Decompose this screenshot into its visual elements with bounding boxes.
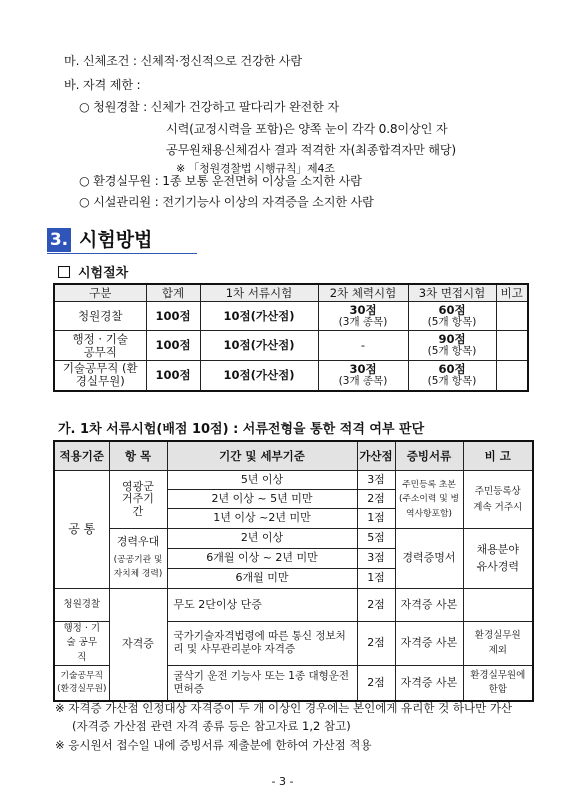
table-header-row (54, 284, 528, 302)
cell-total: 100점 (146, 361, 200, 391)
cell-criterion: 굴삭기 운전 기능사 또는 1종 대형운전면허증 (167, 665, 357, 701)
interview-score: 60점 (438, 361, 466, 376)
cell-points: 2점 (357, 490, 395, 509)
cell-note (496, 331, 528, 361)
checkbox-square-icon (58, 266, 70, 278)
cell-proof: 자격증 사본 (395, 665, 463, 701)
col-header: 합계 (146, 284, 200, 302)
cell-career (109, 529, 167, 589)
note-cert-reference: (자격증 가산점 관련 자격 종류 등은 참고자료 1,2 참고) (72, 719, 351, 733)
cell-phys (318, 302, 408, 331)
cell-criterion: 2년 이상 ~ 5년 미만 (167, 490, 357, 509)
section-number: 3. (47, 228, 71, 252)
table-header-row (54, 441, 533, 471)
cell-doc: 10점(가산점) (200, 361, 318, 391)
interview-detail: (5개 항목) (427, 315, 477, 328)
cell-interview (408, 361, 496, 391)
cell-proof: 경력증명서 (395, 529, 463, 589)
cell-criterion: 2년 이상 (167, 529, 357, 549)
cell-target: 행정 · 기술 공무직 (54, 622, 109, 666)
interview-detail: (5개 항목) (427, 345, 477, 358)
cell-category: 행정 · 기술 공무직 (54, 331, 146, 361)
cell-total: 100점 (146, 302, 200, 331)
body-line-eyesight: 시력(교정시력을 포함)은 양쪽 눈이 각각 0.8이상인 자 (166, 122, 448, 136)
doc-exam-table (53, 440, 534, 702)
cell-points: 2점 (357, 622, 395, 666)
cell-note (496, 361, 528, 391)
col-header: 2차 체력시험 (318, 284, 408, 302)
doc-exam-heading: 가. 1차 서류시험(배점 10점) : 서류전형을 통한 적격 여부 판단 (58, 422, 425, 437)
interview-score: 90점 (438, 332, 466, 347)
table-row (54, 361, 528, 391)
procedure-heading (58, 262, 128, 281)
cell-doc: 10점(가산점) (200, 302, 318, 331)
cell-residence: 영광군 거주기간 (109, 471, 167, 529)
body-line-regulation: ※ 「청원경찰법 시행규칙」제4조 (176, 162, 335, 175)
cell-points: 3점 (357, 471, 395, 490)
cell-points: 1점 (357, 509, 395, 529)
cell-criterion: 6개월 미만 (167, 569, 357, 589)
cell-category: 기술공무직 (환경실무원) (54, 361, 146, 391)
interview-score: 60점 (438, 302, 466, 317)
body-line-physical: 마. 신체조건 : 신체적·정신적으로 건강한 사람 (64, 54, 302, 68)
phys-detail: (3개 종목) (338, 315, 388, 328)
phys-score: 30점 (349, 361, 377, 376)
cell-points: 2점 (357, 665, 395, 701)
cell-criterion: 6개월 이상 ~ 2년 미만 (167, 549, 357, 569)
cell-proof: 자격증 사본 (395, 622, 463, 666)
col-header: 3차 면접시험 (408, 284, 496, 302)
cell-category: 청원경찰 (54, 302, 146, 331)
body-line-facility: ○ 시설관리원 : 전기기능사 이상의 자격증을 소지한 사람 (79, 195, 374, 209)
cell-interview (408, 302, 496, 331)
body-line-guard: ○ 청원경찰 : 신체가 건강하고 팔다리가 완전한 자 (79, 100, 339, 114)
cell-note: 채용분야 유사경력 (463, 529, 533, 589)
table-row (54, 302, 528, 331)
cell-cert-item: 자격증 (109, 589, 167, 702)
col-header: 적용기준 (54, 441, 109, 471)
table-row (54, 471, 533, 490)
section-underline (47, 253, 197, 254)
col-header: 구분 (54, 284, 146, 302)
table-row (54, 331, 528, 361)
col-header: 비 고 (463, 441, 533, 471)
cell-note: 주민등록상 계속 거주시 (463, 471, 533, 529)
cell-note (463, 589, 533, 622)
section-3-heading (47, 228, 197, 254)
col-header: 비고 (496, 284, 528, 302)
col-header: 가산점 (357, 441, 395, 471)
cell-total: 100점 (146, 331, 200, 361)
cell-interview (408, 331, 496, 361)
cell-doc: 10점(가산점) (200, 331, 318, 361)
page-number: - 3 - (271, 775, 294, 788)
body-line-medical: 공무원채용신체검사 결과 적격한 자(최종합격자만 해당) (166, 143, 456, 157)
col-header: 증빙서류 (395, 441, 463, 471)
col-header: 항 목 (109, 441, 167, 471)
career-label: 경력우대 (116, 535, 160, 549)
table-row (54, 529, 533, 549)
note-submission: ※ 응시원서 접수일 내에 증빙서류 제출분에 한하여 가산점 적용 (55, 738, 372, 752)
cell-proof: 주민등록 초본 (주소이력 및 병역사항포함) (395, 471, 463, 529)
cell-target: 청원경찰 (54, 589, 109, 622)
body-line-env-worker: ○ 환경실무원 : 1종 보통 운전면허 이상을 소지한 사람 (79, 174, 362, 188)
cell-points: 1점 (357, 569, 395, 589)
cell-criterion: 5년 이상 (167, 471, 357, 490)
phys-score: - (360, 338, 366, 353)
procedure-table (53, 283, 529, 392)
cell-phys (318, 331, 408, 361)
cell-criterion: 국가기술자격법령에 따른 통신 정보처리 및 사무관리분야 자격증 (167, 622, 357, 666)
cell-criterion: 무도 2단이상 단증 (167, 589, 357, 622)
col-header: 1차 서류시험 (200, 284, 318, 302)
cell-criterion: 1년 이상 ~2년 미만 (167, 509, 357, 529)
body-line-restriction: 바. 자격 제한 : (64, 78, 141, 92)
interview-detail: (5개 항목) (427, 374, 477, 387)
cell-points: 3점 (357, 549, 395, 569)
cell-points: 5점 (357, 529, 395, 549)
procedure-heading-label: 시험절차 (78, 266, 129, 281)
phys-score: 30점 (349, 302, 377, 317)
cell-note (496, 302, 528, 331)
table-row (54, 589, 533, 622)
col-header: 기간 및 세부기준 (167, 441, 357, 471)
cell-proof: 자격증 사본 (395, 589, 463, 622)
cell-common: 공 통 (54, 471, 109, 589)
section-title: 시험방법 (79, 229, 153, 251)
note-cert-bonus: ※ 자격증 가산점 인정대상 자격증이 두 개 이상인 경우에는 본인에게 유리한 것 하나만 가산 (55, 701, 513, 715)
phys-detail: (3개 종목) (338, 374, 388, 387)
cell-note: 환경실무원에 한함 (463, 665, 533, 701)
cell-phys (318, 361, 408, 391)
career-sub: (공공기관 및 자치체 경력) (113, 554, 163, 579)
cell-target: 기술공무직 (환경실무원) (54, 665, 109, 701)
cell-points: 2점 (357, 589, 395, 622)
cell-note: 환경실무원 제외 (463, 622, 533, 666)
